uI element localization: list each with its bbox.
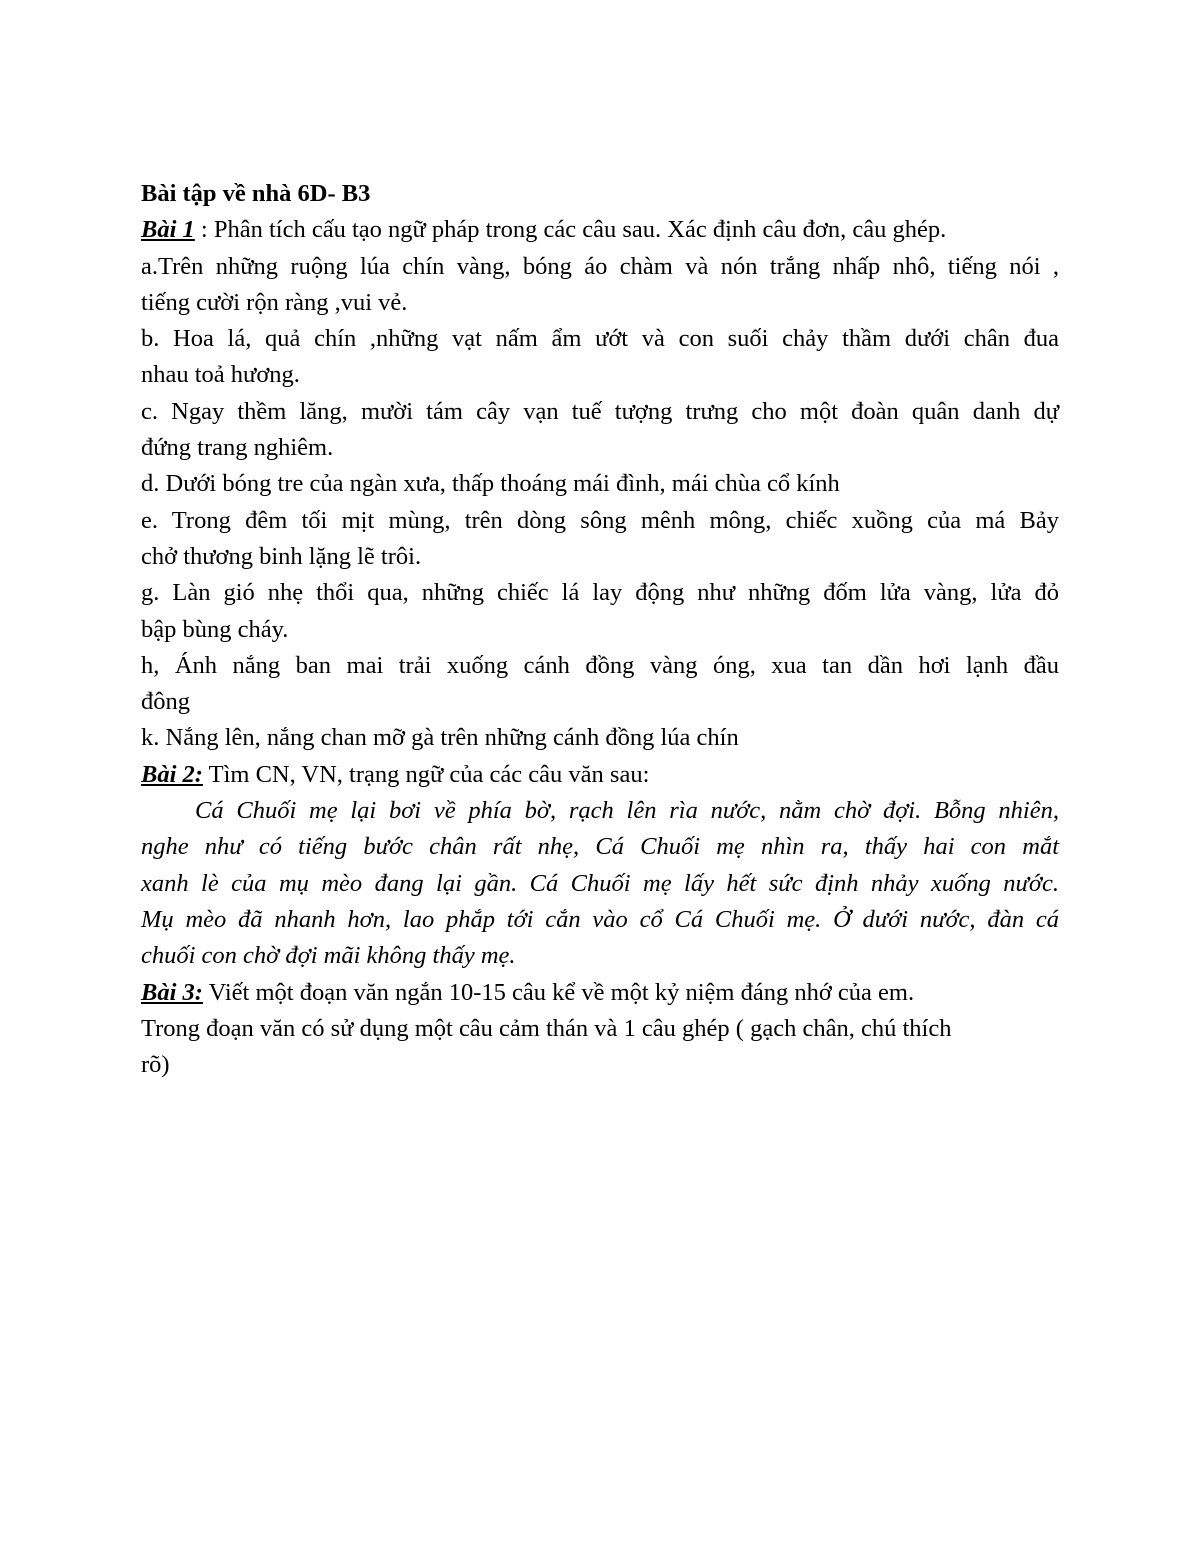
bai1-item-line: b. Hoa lá, quả chín ,những vạt nấm ẩm ướt và con suối chảy thầm dưới chân đua (141, 325, 1059, 353)
passage-line: xanh lè của mụ mèo đang lại gần. Cá Chuối mẹ lấy hết sức định nhảy xuống nước. (141, 869, 1059, 897)
bai1-item-line: bập bùng cháy. (141, 615, 289, 643)
bai2-passage (141, 793, 1059, 974)
bai1-item-line: chở thương binh lặng lẽ trôi. (141, 542, 422, 570)
bai1-instruction: : Phân tích cấu tạo ngữ pháp trong các câu sau. Xác định câu đơn, câu ghép. (194, 216, 947, 244)
bai1-items (141, 249, 1059, 757)
bai3-line: Trong đoạn văn có sử dụng một câu cảm thán và 1 câu ghép ( gạch chân, chú thích (141, 1014, 952, 1042)
bai2-label: Bài 2: (141, 760, 203, 788)
bai1-item-line: g. Làn gió nhẹ thổi qua, những chiếc lá lay động như những đốm lửa vàng, lửa đỏ (141, 579, 1059, 607)
bai1-item-line: d. Dưới bóng tre của ngàn xưa, thấp thoáng mái đình, mái chùa cổ kính (141, 470, 840, 498)
bai2-heading (141, 757, 1059, 793)
bai1-item-line: đứng trang nghiêm. (141, 434, 334, 462)
bai1-item-line: k. Nắng lên, nắng chan mỡ gà trên những cánh đồng lúa chín (141, 724, 739, 752)
document-page (141, 176, 1059, 1083)
bai2-instruction: Tìm CN, VN, trạng ngữ của các câu văn sau: (202, 760, 650, 788)
bai1-item-line: c. Ngay thềm lăng, mười tám cây vạn tuế tượng trưng cho một đoàn quân danh dự (141, 397, 1059, 425)
passage-line: Mụ mèo đã nhanh hơn, lao phắp tới cắn vào cổ Cá Chuối mẹ. Ở dưới nước, đàn cá (141, 905, 1059, 933)
bai1-item-line: đông (141, 688, 190, 716)
document-title: Bài tập về nhà 6D- B3 (141, 180, 371, 207)
bai3-label: Bài 3: (141, 978, 203, 1006)
bai1-item-line: tiếng cười rộn ràng ,vui vẻ. (141, 288, 408, 316)
passage-line: Cá Chuối mẹ lại bơi về phía bờ, rạch lên rìa nước, nằm chờ đợi. Bỗng nhiên, (195, 797, 1059, 825)
passage-line: nghe như có tiếng bước chân rất nhẹ, Cá Chuối mẹ nhìn ra, thấy hai con mắt (141, 833, 1059, 861)
bai3-line: Viết một đoạn văn ngắn 10-15 câu kể về một kỷ niệm đáng nhớ của em. (202, 978, 915, 1006)
bai1-label: Bài 1 (141, 216, 195, 244)
bai1-item-line: e. Trong đêm tối mịt mùng, trên dòng sông mênh mông, chiếc xuồng của má Bảy (141, 506, 1059, 534)
bai1-item-line: h, Ánh nắng ban mai trải xuống cánh đồng vàng óng, xua tan dần hơi lạnh đầu (141, 651, 1059, 679)
bai3-line: rõ) (141, 1051, 170, 1079)
bai1-item-line: nhau toả hương. (141, 361, 300, 389)
passage-line: chuối con chờ đợi mãi không thấy mẹ. (141, 942, 516, 970)
bai1-item-line: a.Trên những ruộng lúa chín vàng, bóng áo chàm và nón trắng nhấp nhô, tiếng nói , (141, 252, 1059, 280)
bai1-heading (141, 212, 1059, 248)
bai3-heading (141, 975, 1059, 1011)
